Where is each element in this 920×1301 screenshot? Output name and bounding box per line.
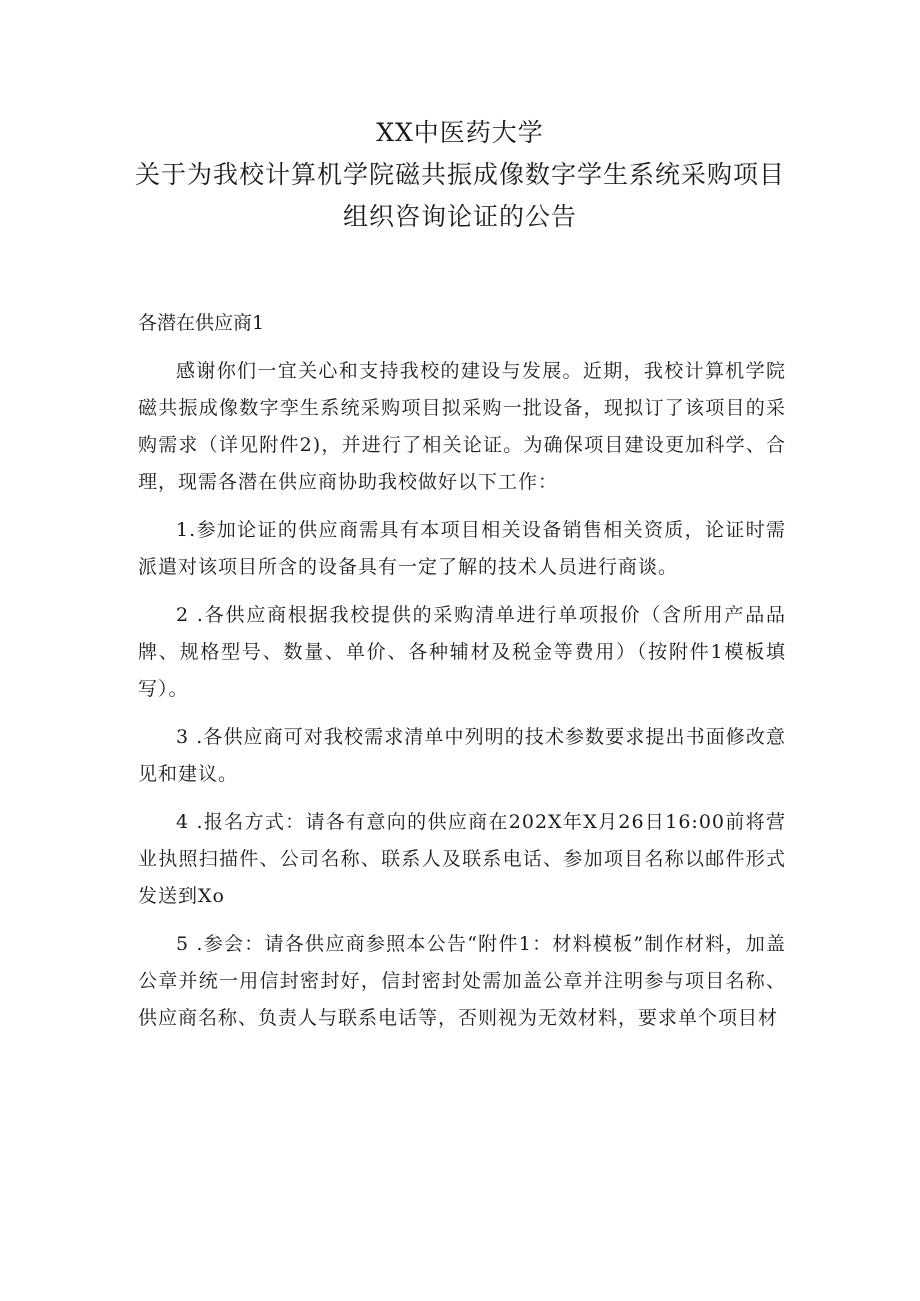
salutation: 各潜在供应商1 (138, 312, 265, 334)
document-title (0, 112, 920, 238)
paragraph-intro: 感谢你们一宜关心和支持我校的建设与发展。近期，我校计算机学院磁共振成像数字孪生系统采购项目拟采购一批设备，现拟订了该项目的采购需求（详见附件2)，并进行了相关论证。为确保项目建设更加科学、合理，现需各潜在供应商协助我校做好以下工作： (138, 360, 786, 493)
document-body (138, 305, 786, 1048)
title-subject-continued: 组织咨询论证的公告 (342, 202, 577, 231)
paragraph-item-5: 5 .参会：请各供应商参照本公告“附件1：材料模板”制作材料，加盖公章并统一用信封密封好，信封密封处需加盖公章并注明参与项目名称、供应商名称、负责人与联系电话等，否则视为无效材料，要求单个项目材 (138, 933, 786, 1029)
paragraph-item-1: 1.参加论证的供应商需具有本项目相关设备销售相关资质，论证时需派遣对该项目所含的设备具有一定了解的技术人员进行商谈。 (138, 519, 786, 578)
title-subject: 关于为我校计算机学院磁共振成像数字学生系统采购项目 (134, 160, 785, 189)
paragraph-item-2: 2 .各供应商根据我校提供的采购清单进行单项报价（含所用产品品牌、规格型号、数量、单价、各种辅材及税金等费用）（按附件1模板填写）。 (138, 604, 786, 700)
title-university: XX中医药大学 (376, 118, 544, 147)
paragraph-item-4: 4 .报名方式：请各有意向的供应商在202X年X月26日16:00前将营业执照扫描件、公司名称、联系人及联系电话、参加项目名称以邮件形式发送到Xo (138, 811, 786, 907)
paragraph-item-3: 3 .各供应商可对我校需求清单中列明的技术参数要求提出书面修改意见和建议。 (138, 726, 786, 785)
